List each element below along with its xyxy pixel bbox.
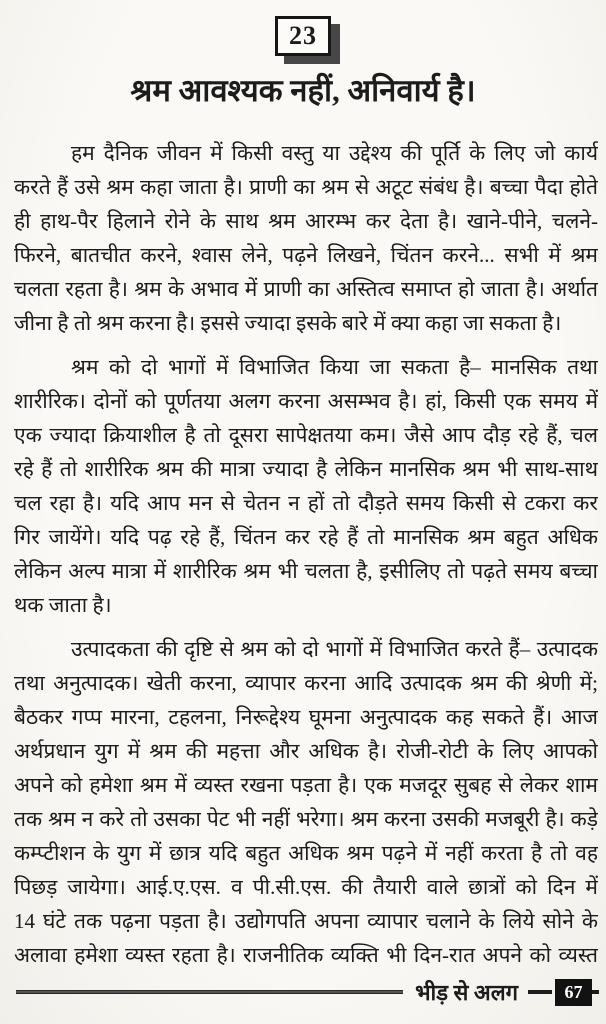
text-line: शारीरिक। दोनों को पूर्णतया अलग करना असम्भव है। हां, किसी एक समय में <box>14 389 598 413</box>
page-number-badge <box>555 979 592 1006</box>
text-line: फिरने, बातचीत करने, श्वास लेने, पढ़ने लिखने, चिंतन करने... सभी में श्रम <box>14 243 598 267</box>
text-line: तथा अनुत्पादक। खेती करना, व्यापार करना आदि उत्पादक श्रम की श्रेणी में; <box>14 671 598 695</box>
page-number-label: 67 <box>564 981 583 1002</box>
chapter-number <box>275 16 331 56</box>
text-line: ही हाथ-पैर हिलाने रोने के साथ श्रम आरम्भ कर देता है। खाने-पीने, चलने- <box>14 209 598 233</box>
page-footer <box>16 978 599 1006</box>
text-line: बैठकर गप्प मारना, टहलना, निरूद्देश्य घूमना अनुत्पादक कह सकते हैं। आज <box>14 705 598 729</box>
text-line: अपने को हमेशा श्रम में व्यस्त रखना पड़ता है। एक मजदूर सुबह से लेकर शाम <box>14 773 598 797</box>
footer-rule-line <box>16 990 403 994</box>
body-text <box>0 136 606 972</box>
text-line: चलता रहता है। श्रम के अभाव में प्राणी का अस्तित्व समाप्त हो जाता है। अर्थात <box>14 277 598 301</box>
text-line: अलावा हमेशा व्यस्त रहता है। राजनीतिक व्यक्ति भी दिन-रात अपने को व्यस्त <box>14 943 598 967</box>
text-line: थक जाता है। <box>14 593 112 617</box>
paragraph <box>14 136 598 340</box>
text-line: तक श्रम न करे तो उसका पेट भी नहीं भरेगा। श्रम करना उसकी मजबूरी है। कड़े <box>14 807 598 831</box>
page-title: श्रम आवश्यक नहीं, अनिवार्य है। <box>130 73 476 108</box>
paragraph <box>14 632 598 972</box>
text-line: अर्थप्रधान युग में श्रम की महत्ता और अधिक है। रोजी-रोटी के लिए आपको <box>14 739 598 763</box>
chapter-number-label: 23 <box>289 21 317 50</box>
text-line: करते हैं उसे श्रम कहा जाता है। प्राणी का श्रम से अटूट संबंध है। बच्चा पैदा होते <box>14 175 598 199</box>
text-line: लेकिन अल्प मात्रा में शारीरिक श्रम भी चलता है, इसीलिए तो पढ़ते समय बच्चा <box>14 559 598 583</box>
footer-dash <box>528 990 552 994</box>
paragraph <box>14 350 598 622</box>
text-line: जीना है तो श्रम करना है। इससे ज्यादा इसके बारे में क्या कहा जा सकता है। <box>14 311 562 335</box>
text-line: गिर जायेंगे। यदि पढ़ रहे हैं, चिंतन कर रहे हैं तो मानसिक श्रम बहुत अधिक <box>14 525 598 549</box>
chapter-number-box <box>275 16 331 56</box>
text-line: हम दैनिक जीवन में किसी वस्तु या उद्देश्य की पूर्ति के लिए जो कार्य <box>71 141 598 165</box>
text-line: एक ज्यादा क्रियाशील है तो दूसरा सापेक्षतया कम। जैसे आप दौड़ रहे हैं, चल <box>14 423 598 447</box>
footer-nub-dash <box>592 990 599 994</box>
text-line: कम्प्टीशन के युग में छात्र यदि बहुत अधिक श्रम पढ़ने में नहीं करता है तो वह <box>14 841 598 865</box>
text-line: पिछड़ जायेगा। आई.ए.एस. व पी.सी.एस. की तैयारी वाले छात्रों को दिन में <box>14 875 598 899</box>
text-line: उत्पादकता की दृष्टि से श्रम को दो भागों में विभाजित करते हैं– उत्पादक <box>71 637 598 661</box>
footer-book-title: भीड़ से अलग <box>415 980 518 1005</box>
text-line: रहे हैं तो शारीरिक श्रम की मात्रा ज्यादा है लेकिन मानसिक श्रम भी साथ-साथ <box>14 457 598 481</box>
text-line: श्रम को दो भागों में विभाजित किया जा सकता है– मानसिक तथा <box>71 355 598 379</box>
text-line: चल रहा है। यदि आप मन से चेतन न हों तो दौड़ते समय किसी से टकरा कर <box>14 491 598 515</box>
text-line: 14 घंटे तक पढ़ना पड़ता है। उद्योगपति अपना व्यापार चलाने के लिये सोने के <box>14 909 598 933</box>
